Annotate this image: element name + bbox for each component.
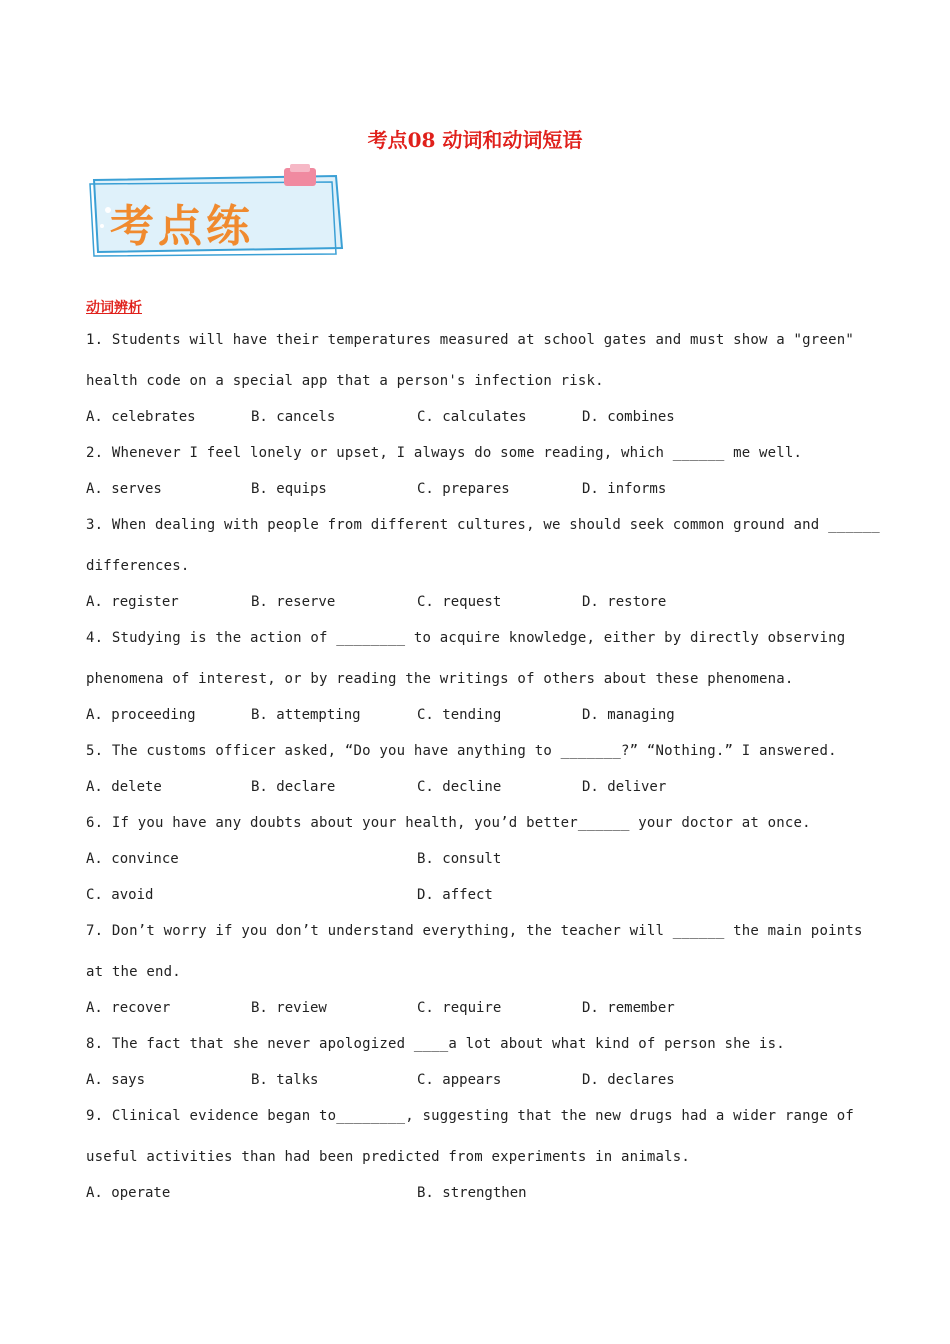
question-8-option: C. appears xyxy=(417,1072,502,1088)
question-1-text: health code on a special app that a person's infection risk. xyxy=(86,373,604,389)
question-7-option: D. remember xyxy=(582,1000,675,1016)
question-2-option: A. serves xyxy=(86,481,162,497)
question-7-text: 7. Don’t worry if you don’t understand everything, the teacher will ______ the main points xyxy=(86,923,863,939)
question-6-option: C. avoid xyxy=(86,887,154,903)
question-9-option: B. strengthen xyxy=(417,1185,527,1201)
question-7-text: at the end. xyxy=(86,964,181,980)
question-7-option: B. review xyxy=(251,1000,327,1016)
question-4-option: C. tending xyxy=(417,707,502,723)
question-2-option: C. prepares xyxy=(417,481,510,497)
question-1-text: 1. Students will have their temperatures measured at school gates and must show a "green" xyxy=(86,332,854,348)
question-9-text: 9. Clinical evidence began to________, suggesting that the new drugs had a wider range of xyxy=(86,1108,854,1124)
question-4-option: D. managing xyxy=(582,707,675,723)
question-6-text: 6. If you have any doubts about your health, you’d better______ your doctor at once. xyxy=(86,815,811,831)
question-3-text: differences. xyxy=(86,558,190,574)
question-2-option: B. equips xyxy=(251,481,327,497)
question-9-option: A. operate xyxy=(86,1185,171,1201)
question-3-text: 3. When dealing with people from different cultures, we should seek common ground and ______ xyxy=(86,517,880,533)
question-3-option: A. register xyxy=(86,594,179,610)
question-2-text: 2. Whenever I feel lonely or upset, I always do some reading, which ______ me well. xyxy=(86,445,803,461)
badge-logo xyxy=(84,164,350,260)
question-1-option: B. cancels xyxy=(251,409,336,425)
question-4-text: phenomena of interest, or by reading the writings of others about these phenomena. xyxy=(86,671,794,687)
question-4-text: 4. Studying is the action of ________ to acquire knowledge, either by directly observing xyxy=(86,630,846,646)
question-6-option: A. convince xyxy=(86,851,179,867)
question-8-text: 8. The fact that she never apologized ____a lot about what kind of person she is. xyxy=(86,1036,785,1052)
page-title: 考点08 动词和动词短语 xyxy=(367,128,583,152)
question-5-option: D. deliver xyxy=(582,779,667,795)
question-3-option: B. reserve xyxy=(251,594,336,610)
question-8-option: A. says xyxy=(86,1072,146,1088)
question-6-option: B. consult xyxy=(417,851,502,867)
section-heading: 动词辨析 xyxy=(86,300,142,316)
question-1-option: A. celebrates xyxy=(86,409,196,425)
question-5-option: C. decline xyxy=(417,779,502,795)
badge-text: 考点练 xyxy=(110,201,254,252)
question-7-option: C. require xyxy=(417,1000,502,1016)
question-7-option: A. recover xyxy=(86,1000,171,1016)
question-3-option: C. request xyxy=(417,594,502,610)
question-8-option: B. talks xyxy=(251,1072,319,1088)
question-3-option: D. restore xyxy=(582,594,667,610)
question-1-option: D. combines xyxy=(582,409,675,425)
question-5-text: 5. The customs officer asked, “Do you have anything to _______?” “Nothing.” I answered. xyxy=(86,743,837,759)
question-5-option: A. delete xyxy=(86,779,162,795)
question-4-option: A. proceeding xyxy=(86,707,196,723)
question-5-option: B. declare xyxy=(251,779,336,795)
question-4-option: B. attempting xyxy=(251,707,361,723)
question-2-option: D. informs xyxy=(582,481,667,497)
question-1-option: C. calculates xyxy=(417,409,527,425)
question-9-text: useful activities than had been predicted from experiments in animals. xyxy=(86,1149,691,1165)
question-8-option: D. declares xyxy=(582,1072,675,1088)
question-6-option: D. affect xyxy=(417,887,493,903)
